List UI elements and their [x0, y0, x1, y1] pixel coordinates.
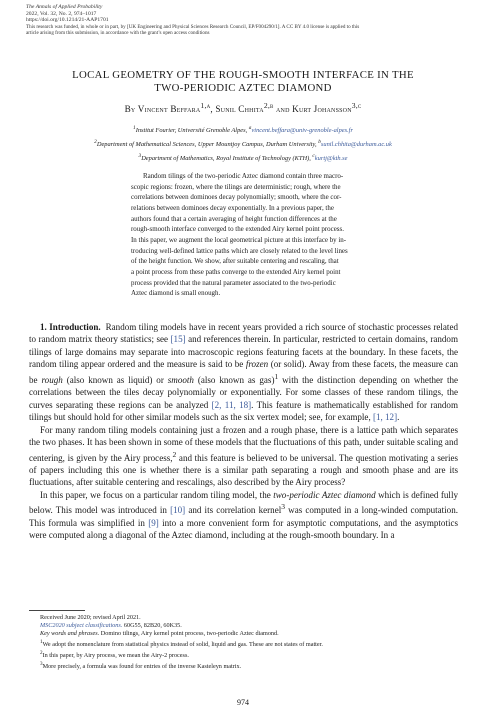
funding-note-line2: article arising from this submission, in accordance with the grant’s open access conditions: [26, 29, 210, 36]
text-run: .: [397, 412, 400, 423]
author-name: Sunil Chhita: [215, 104, 264, 115]
title-line-2: TWO-PERIODIC AZTEC DIAMOND: [154, 82, 332, 94]
received-dates: Received June 2020; revised April 2021.: [40, 614, 141, 621]
email-link[interactable]: sunil.chhita@durham.ac.uk: [320, 141, 392, 149]
abstract-line: process provided that the natural parameter associated to the two-periodic: [131, 278, 336, 287]
footnote-text: In this paper, by Airy process, we mean the Airy-2 process.: [42, 652, 189, 660]
page-number: 974: [237, 698, 249, 707]
citation-link[interactable]: [9]: [148, 517, 159, 528]
affiliation: [20, 138, 466, 149]
text-run: with the distinction depending on whether the correlations between the tiles decay polynomially or exponentially. For some classes of these random tilings, the curves separating these regions can be analyzed: [29, 374, 458, 410]
keywords: [29, 630, 458, 638]
abstract-line: rough-smooth interface converged to the extended Airy kernel point process.: [131, 225, 344, 234]
msc-codes: 60G55, 82B20, 60K35.: [122, 622, 182, 630]
text-run: and references therein. In particular, restricted to certain domains, random tilings of large domains may separate into macroscopic regions featuring facets at the boundary. In these facets, the random tiling appear ordered and the measure is said to be: [29, 334, 458, 370]
abstract-line: In this paper, we augment the local geometrical picture at this interface by in-: [131, 235, 347, 244]
affiliation: [20, 124, 466, 135]
author-separator: ,: [210, 104, 216, 115]
author-separator: and: [273, 104, 293, 115]
email-sup: b: [318, 139, 321, 145]
citation-link[interactable]: [10]: [170, 505, 186, 516]
title-line-1: LOCAL GEOMETRY OF THE ROUGH-SMOOTH INTERFACE IN THE: [72, 69, 414, 81]
funding-note-line1: This research was funded, in whole or in part, by [UK Engineering and Physical Sciences Research Council, EP/F004290/1]. A CC BY 4.0 license is applied to this: [26, 23, 360, 30]
citation-link[interactable]: [1, 12]: [372, 412, 398, 423]
footnote-marker[interactable]: 2: [172, 449, 177, 459]
author-sup: 2,b: [263, 101, 274, 110]
footnotes: [29, 614, 458, 671]
text-run: and this feature is believed to be universal. The question motivating a series of papers including this one is whether there is a similar path separating a rough and smooth phase and are its fluctuations, after suitable centering and rescalings, also described by the Airy process?: [29, 452, 458, 488]
intro-paragraph-3: [29, 489, 458, 542]
footnote-2: $^2$In this paper, by Airy process, we mean the Airy-2 process.: [40, 650, 189, 660]
emphasis: rough: [41, 374, 63, 385]
emphasis: two-periodic Aztec diamond: [273, 489, 376, 500]
text-run: (also known as gas): [193, 374, 275, 385]
paragraph-content: [29, 322, 458, 422]
emphasis: frozen: [245, 359, 269, 370]
text-run: (or solid). Away from these facets, the measure can be: [29, 359, 458, 385]
abstract-line: authors found that a certain averaging of height function differences at the: [131, 214, 337, 223]
footnote-marker[interactable]: 1: [274, 371, 279, 381]
section-heading: 1. Introduction.: [40, 322, 101, 332]
abstract: [131, 171, 367, 299]
affiliation-text: Institut Fourier, Université Grenoble Alpes,: [135, 127, 249, 135]
affiliation-sup: 2: [94, 139, 97, 145]
text-run: . This feature is mathematically established for random tilings but should hold for other similar models such as the six vertex model; see, for example,: [29, 399, 458, 423]
affiliation-text: Department of Mathematics, Royal Institute of Technology (KTH),: [141, 155, 313, 163]
text-run: which is defined fully below. This model was introduced in: [29, 489, 458, 516]
by-word: By: [124, 104, 136, 115]
emphasis: smooth: [167, 374, 194, 385]
text-run: Random tiling models have in recent years provided a rich source of stochastic processes related to random matrix theory statistics; see: [29, 322, 458, 345]
footnote-text: We adopt the nomenclature from statistical physics instead of solid, liquid and gas. These are not states of matter.: [42, 641, 323, 649]
author-sup: 1,a: [200, 101, 211, 110]
author-name: Kurt Johansson: [292, 104, 352, 115]
text-run: (also known as liquid) or: [62, 374, 168, 385]
doi-link[interactable]: https://doi.org/10.1214/21-AAP1701: [26, 17, 109, 24]
msc-classification: [29, 622, 458, 630]
body-text: [29, 321, 458, 542]
text-run: and its correlation kernel: [185, 505, 282, 516]
paragraph-content: [29, 490, 458, 540]
abstract-line: scopic regions: frozen, where the tilings are deterministic; rough, where the: [131, 182, 341, 191]
abstract-line: relations between dominoes decay exponentially. In a previous paper, the: [131, 203, 334, 212]
text-run: In this paper, we focus on a particular random tiling model, the: [40, 489, 274, 500]
author-list: [20, 100, 466, 115]
email-sup: a: [248, 125, 252, 131]
intro-paragraph-2: [29, 424, 458, 489]
text-run: was computed in a long-winded computation. This formula was simplified in: [29, 505, 458, 528]
citation-link[interactable]: [15]: [170, 334, 186, 345]
abstract-line: a point process from these paths converge to the extended Airy kernel point: [131, 267, 341, 276]
footnote-text: More precisely, a formula was found for entries of the inverse Kasteleyn matrix.: [42, 663, 242, 671]
msc-label[interactable]: MSC2020 subject classifications.: [40, 622, 123, 630]
citation-link[interactable]: [2, 11, 18]: [211, 399, 252, 410]
footnote-3: $^3$More precisely, a formula was found for entries of the inverse Kasteleyn matrix.: [40, 661, 242, 671]
footnote-rule: [29, 610, 85, 611]
abstract-line: Aztec diamond is small enough.: [131, 289, 221, 298]
footnote-marker[interactable]: 3: [281, 502, 285, 512]
affiliation: [20, 152, 466, 163]
abstract-line: correlations between dominoes decay polynomially; smooth, where the cor-: [131, 193, 342, 202]
affiliation-sup: 1: [133, 125, 136, 131]
text-run: For many random tiling models containing just a frozen and a rough phase, there is a lattice path which separates the two phases. It has been shown in some of these models that the fluctuations of this path, under suitable scaling and centering, is given by the Airy process,: [29, 424, 458, 463]
abstract-line: of the height function. We show, after suitable centering and rescaling, that: [131, 257, 339, 266]
journal-header: [26, 4, 466, 36]
email-link[interactable]: vincent.beffara@univ-grenoble-alpes.fr: [251, 127, 353, 135]
affiliation-text: Department of Mathematical Sciences, Upper Mountjoy Campus, Durham University,: [96, 141, 319, 149]
email-sup: c: [312, 153, 315, 159]
author-name: Vincent Beffara: [137, 104, 201, 115]
text-run: into a more convenient form for asymptotic computations, and the asymptotics were computed along a diagonal of the Aztec diamond, including at the rough-smooth boundary. In a: [29, 517, 458, 541]
keywords-text: Domino tilings, Airy kernel point process, two-periodic Aztec diamond.: [99, 630, 279, 638]
keywords-label: Key words and phrases.: [40, 630, 100, 638]
intro-paragraph-1: [29, 321, 458, 424]
paragraph-content: [29, 425, 458, 488]
abstract-line: troducing well-defined lattice paths which are closely related to the level lines: [131, 246, 348, 255]
journal-name: The Annals of Applied Probability: [26, 4, 103, 10]
email-link[interactable]: kurtj@kth.se: [314, 155, 348, 163]
affiliation-sup: 3: [138, 153, 142, 159]
paper-title: [20, 69, 466, 95]
abstract-line: Random tilings of the two-periodic Aztec diamond contain three macro-: [143, 172, 344, 180]
issue-info: 2022, Vol. 32, No. 2, 974–1017: [26, 10, 97, 17]
footnote-1: $^1$We adopt the nomenclature from statistical physics instead of solid, liquid and gas. These are not states of matter.: [40, 639, 323, 649]
author-sup: 3,c: [351, 101, 362, 110]
